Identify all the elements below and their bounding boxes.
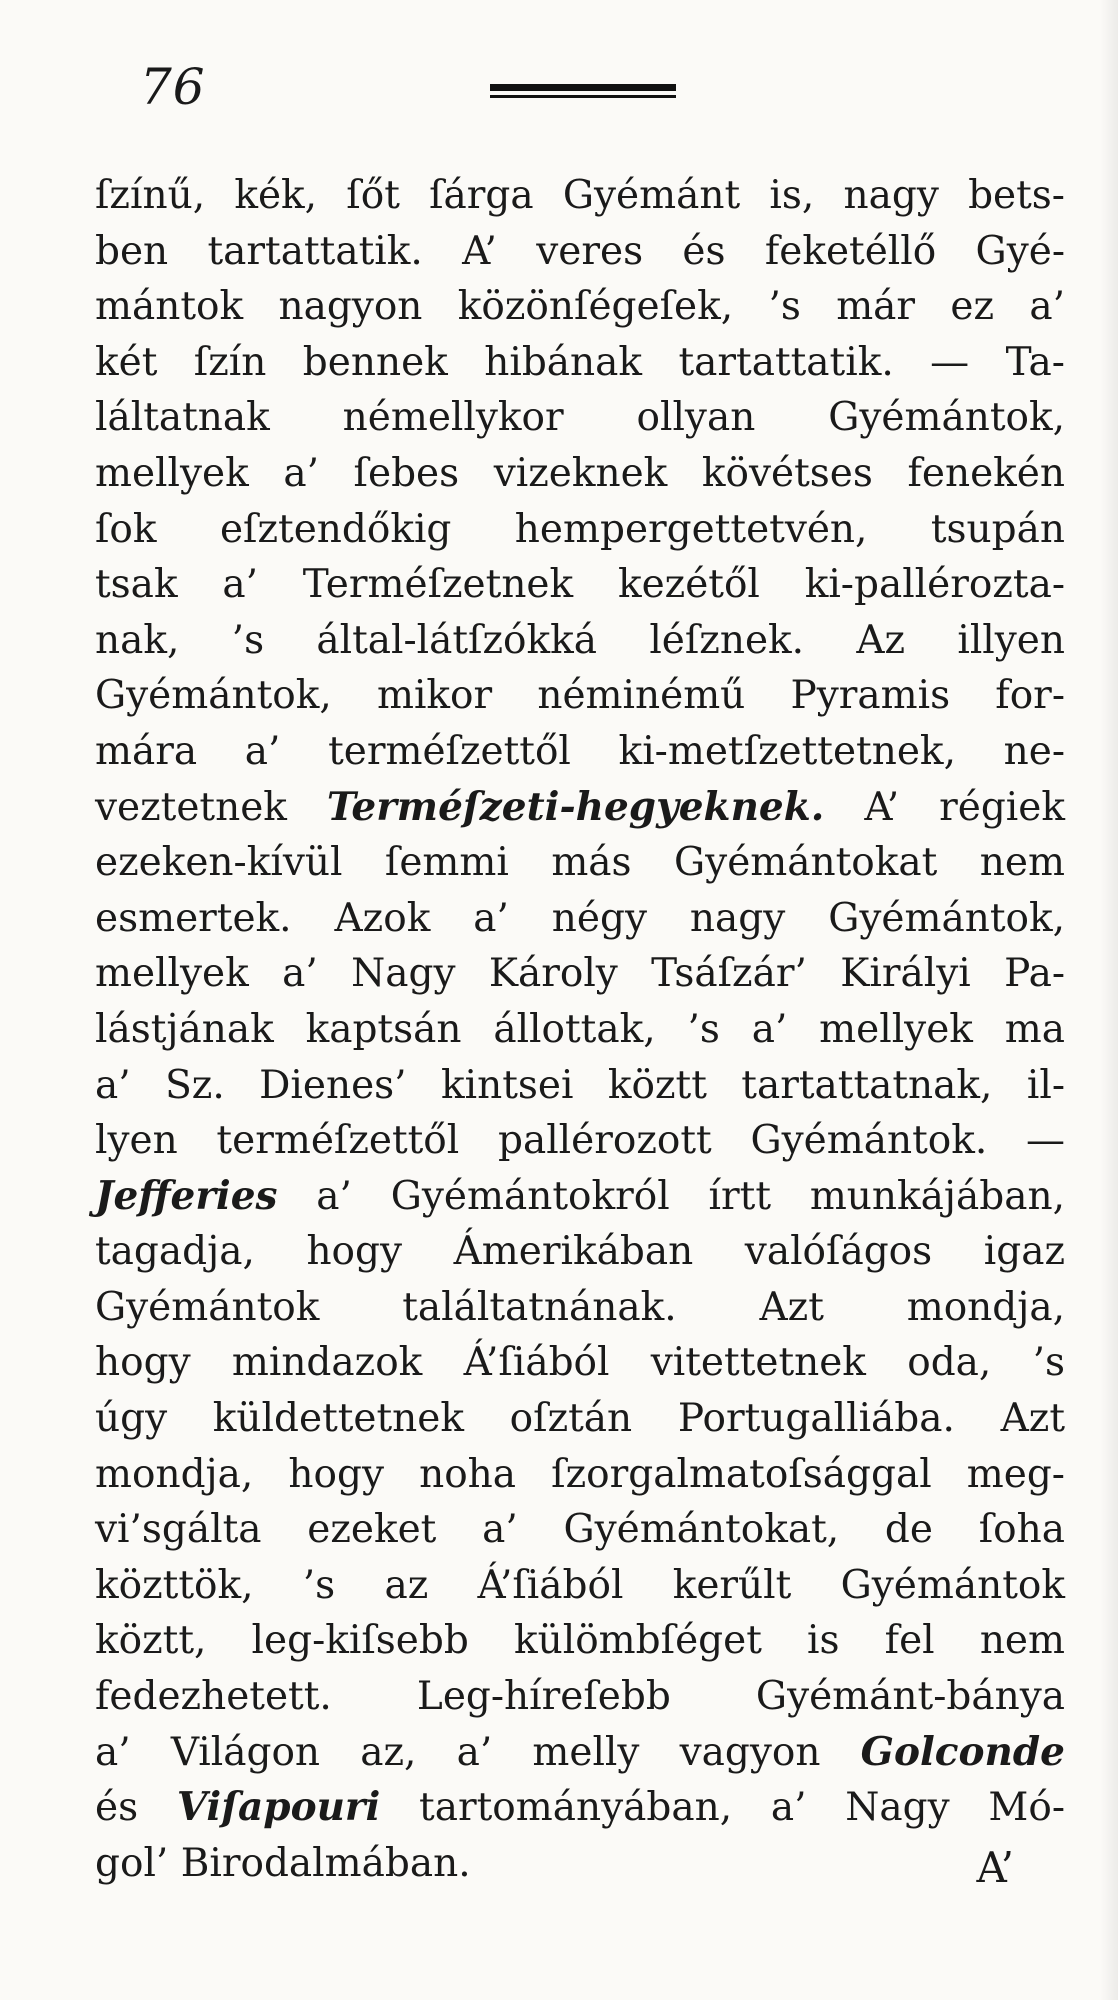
text-line	[95, 1113, 1065, 1169]
text-line	[95, 891, 1065, 947]
header-rule-thin	[490, 95, 676, 98]
text-line	[95, 1169, 1065, 1225]
line-segment: ezeken-kívül ſemmi más Gyémántokat nem	[95, 840, 1065, 886]
line-segment: ſok eſztendőkig hempergettetvén, tsupán	[95, 506, 1065, 552]
text-line	[95, 390, 1065, 446]
text-line	[95, 1280, 1065, 1336]
line-segment: Gyémántok, mikor néminémű Pyramis for-	[95, 673, 1065, 719]
text-line	[95, 1391, 1065, 1447]
line-segment: tagadja, hogy Ámerikában valóſágos igaz	[95, 1229, 1065, 1275]
line-segment: mondja, hogy noha ſzorgalmatoſsággal meg-	[95, 1451, 1065, 1497]
line-segment: mára a’ terméſzettől ki-metſzettetnek, ne-	[95, 728, 1065, 774]
emphasized-term: Terméſzeti-hegyeknek.	[326, 783, 825, 830]
line-segment: tsak a’ Terméſzetnek kezétől ki-pallérozta-	[95, 562, 1065, 608]
text-line	[95, 1558, 1065, 1614]
header-rule-thick	[490, 84, 676, 91]
line-segment: mántok nagyon közönſégeſek, ’s már ez a’	[95, 284, 1065, 330]
catchword: A’	[976, 1843, 1014, 1892]
line-segment: lástjának kaptsán állottak, ’s a’ mellyek ma	[95, 1006, 1065, 1052]
line-segment: a’ Gyémántokról írtt munkájában,	[277, 1173, 1065, 1219]
line-segment: ſzínű, kék, ſőt ſárga Gyémánt is, nagy bets-	[95, 173, 1065, 218]
text-line	[95, 557, 1065, 613]
line-segment: két ſzín bennek hibának tartattatik. — Ta-	[95, 339, 1065, 385]
line-segment: úgy küldettetnek oſztán Portugalliába. Azt	[95, 1396, 1065, 1442]
text-line	[95, 279, 1065, 335]
line-segment: vi’sgálta ezeket a’ Gyémántokat, de ſoha	[95, 1507, 1065, 1553]
text-line	[95, 1224, 1065, 1280]
text-line	[95, 1780, 1065, 1836]
line-segment: nak, ’s által-látſzókká léſznek. Az illyen	[95, 617, 1065, 663]
line-segment: A’ régiek	[824, 784, 1065, 830]
page-number: 76	[140, 58, 206, 116]
emphasized-term: Jefferies	[95, 1172, 278, 1219]
line-segment: és	[95, 1785, 177, 1831]
text-line	[95, 780, 1065, 836]
line-segment: veztetnek	[95, 784, 327, 830]
text-line	[95, 668, 1065, 724]
text-line	[95, 613, 1065, 669]
text-line	[95, 835, 1065, 891]
text-line	[95, 1836, 1065, 1892]
line-segment: gol’ Birodalmában.	[95, 1840, 471, 1886]
header-rule	[490, 84, 676, 100]
text-line	[95, 224, 1065, 280]
text-line	[95, 168, 1065, 224]
line-segment: esmertek. Azok a’ négy nagy Gyémántok,	[95, 895, 1065, 941]
line-segment: a’ Világon az, a’ melly vagyon	[95, 1729, 861, 1775]
text-line	[95, 1613, 1065, 1669]
text-line	[95, 446, 1065, 502]
line-segment: mellyek a’ ſebes vizeknek kövétses fenekén	[95, 450, 1065, 496]
line-segment: hogy mindazok Á’ſiából vitettetnek oda, ’s	[95, 1340, 1065, 1386]
emphasized-term: Viſapouri	[176, 1784, 381, 1831]
body-text	[95, 168, 1065, 1891]
text-line	[95, 1447, 1065, 1503]
line-segment: köztt, leg-kiſsebb külömbſéget is fel nem	[95, 1618, 1065, 1664]
text-line	[95, 1335, 1065, 1391]
line-segment: a’ Sz. Dienes’ kintsei köztt tartattatnak, il-	[95, 1062, 1065, 1108]
text-line	[95, 1725, 1065, 1781]
page-edge-shadow	[1100, 0, 1118, 2000]
text-line	[95, 1002, 1065, 1058]
text-line	[95, 502, 1065, 558]
line-segment: mellyek a’ Nagy Károly Tsáſzár’ Királyi Pa-	[95, 951, 1065, 997]
line-segment: Gyémántok találtatnának. Azt mondja,	[95, 1284, 1065, 1330]
text-line	[95, 1502, 1065, 1558]
text-line	[95, 946, 1065, 1002]
text-line	[95, 1058, 1065, 1114]
line-segment: ben tartattatik. A’ veres és feketéllő Gyé-	[95, 228, 1065, 274]
text-line	[95, 335, 1065, 391]
text-line	[95, 1669, 1065, 1725]
emphasized-term: Golconde	[860, 1728, 1065, 1775]
line-segment: közttök, ’s az Á’ſiából kerűlt Gyémántok	[95, 1562, 1065, 1608]
line-segment: fedezhetett. Leg-híreſebb Gyémánt-bánya	[95, 1674, 1065, 1720]
line-segment: láltatnak némellykor ollyan Gyémántok,	[95, 395, 1065, 441]
line-segment: lyen terméſzettől pallérozott Gyémántok. —	[95, 1118, 1065, 1164]
line-segment: tartományában, a’ Nagy Mó-	[380, 1785, 1065, 1831]
text-line	[95, 724, 1065, 780]
